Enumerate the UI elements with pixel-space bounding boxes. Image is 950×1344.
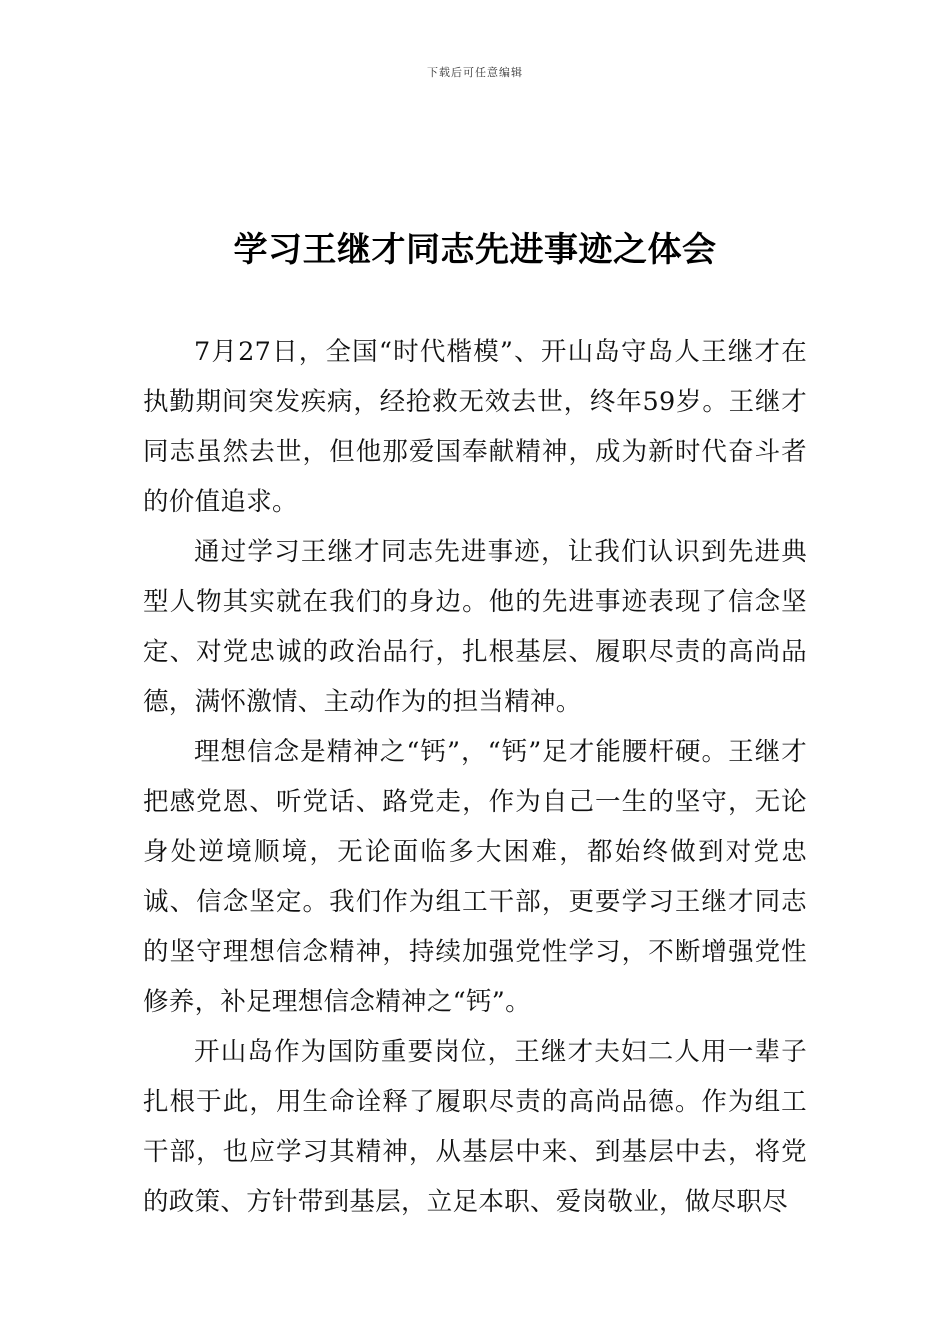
header-note: 下载后可任意编辑 [427,66,523,79]
paragraph-1: 7月27日，全国“时代楷模”、开山岛守岛人王继才在执勤期间突发疾病，经抢救无效去世，终年59岁。王继才同志虽然去世，但他那爱国奉献精神，成为新时代奋斗者的价值追求。 [143,337,807,517]
paragraph-3: 理想信念是精神之“钙”，“钙”足才能腰杆硬。王继才把感党恩、听党话、路党走，作为自己一生的坚守，无论身处逆境顺境，无论面临多大困难，都始终做到对党忠诚、信念坚定。我们作为组工干部，更要学习王继才同志的坚守理想信念精神，持续加强党性学习，不断增强党性修养，补足理想信念精神之“钙”。 [143,737,807,1017]
paragraph-4: 开山岛作为国防重要岗位，王继才夫妇二人用一辈子扎根于此，用生命诠释了履职尽责的高尚品德。作为组工干部，也应学习其精神，从基层中来、到基层中去，将党的政策、方针带到基层，立足本职、爱岗敬业，做尽职尽 [143,1037,807,1217]
paragraph-2: 通过学习王继才同志先进事迹，让我们认识到先进典型人物其实就在我们的身边。他的先进事迹表现了信念坚定、对党忠诚的政治品行，扎根基层、履职尽责的高尚品德，满怀激情、主动作为的担当精神。 [143,537,807,717]
document-body [143,327,807,1227]
document-title: 学习王继才同志先进事迹之体会 [233,230,717,270]
